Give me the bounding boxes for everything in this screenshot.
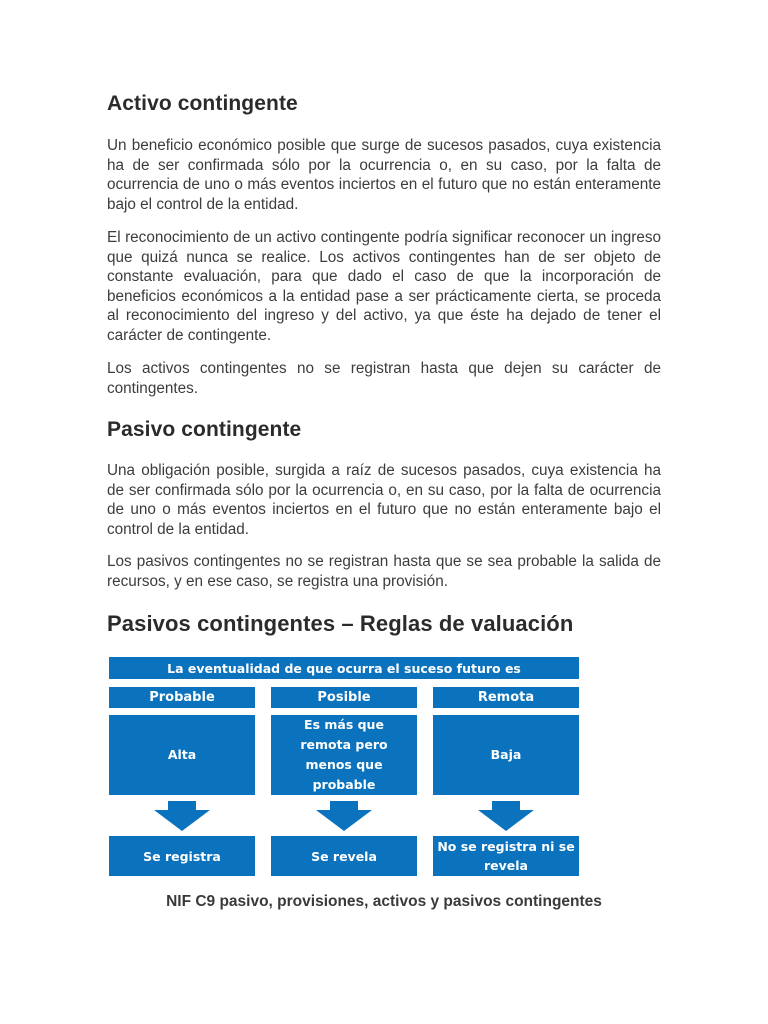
heading-activo-contingente: Activo contingente	[107, 92, 298, 115]
column-head-probable: Probable	[109, 687, 255, 708]
column-body-remota: Baja	[433, 715, 579, 795]
down-arrow-icon	[478, 801, 534, 831]
paragraph-activo-reconocimiento: El reconocimiento de un activo contingente podría significar reconocer un ingreso que quizá nunca se realice. Los activos contingentes han de ser objeto de constante evaluación, para que dado el caso de que la incorporación de beneficios económicos a la entidad pase a ser prácticamente cierta, se proceda al reconocimiento del ingreso y del activo, ya que éste ha dejado de tener el carácter de contingente.	[107, 229, 661, 344]
down-arrow-icon	[154, 801, 210, 831]
paragraph-pasivo-definition: Una obligación posible, surgida a raíz de sucesos pasados, cuya existencia ha de ser confirmada sólo por la ocurrencia o, en su caso, por la falta de ocurrencia de uno o más eventos inciertos en el futuro que no están enteramente bajo el control de la entidad.	[107, 462, 661, 538]
figure-caption: NIF C9 pasivo, provisiones, activos y pasivos contingentes	[166, 893, 602, 910]
column-head-remota: Remota	[433, 687, 579, 708]
paragraph-activo-definition: Un beneficio económico posible que surge de sucesos pasados, cuya existencia ha de ser confirmada sólo por la ocurrencia o, en su caso, por la falta de ocurrencia de uno o más eventos inciertos en el futuro que no están enteramente bajo el control de la entidad.	[107, 137, 661, 213]
valuation-rules-diagram	[109, 657, 579, 879]
column-body-probable: Alta	[109, 715, 255, 795]
heading-pasivo-contingente: Pasivo contingente	[107, 418, 302, 441]
heading-reglas-valuacion: Pasivos contingentes – Reglas de valuación	[107, 611, 574, 636]
down-arrow-icon	[316, 801, 372, 831]
diagram-top-bar: La eventualidad de que ocurra el suceso futuro es	[109, 657, 579, 679]
result-probable: Se registra	[109, 836, 255, 876]
result-remota: No se registra ni se revela	[433, 836, 579, 876]
paragraph-activo-registro: Los activos contingentes no se registran hasta que dejen su carácter de contingentes.	[107, 360, 661, 397]
paragraph-pasivo-registro: Los pasivos contingentes no se registran hasta que se sea probable la salida de recursos, y en ese caso, se registra una provisión.	[107, 553, 661, 590]
result-posible: Se revela	[271, 836, 417, 876]
column-body-posible: Es más que remota pero menos que probable	[271, 715, 417, 795]
column-head-posible: Posible	[271, 687, 417, 708]
